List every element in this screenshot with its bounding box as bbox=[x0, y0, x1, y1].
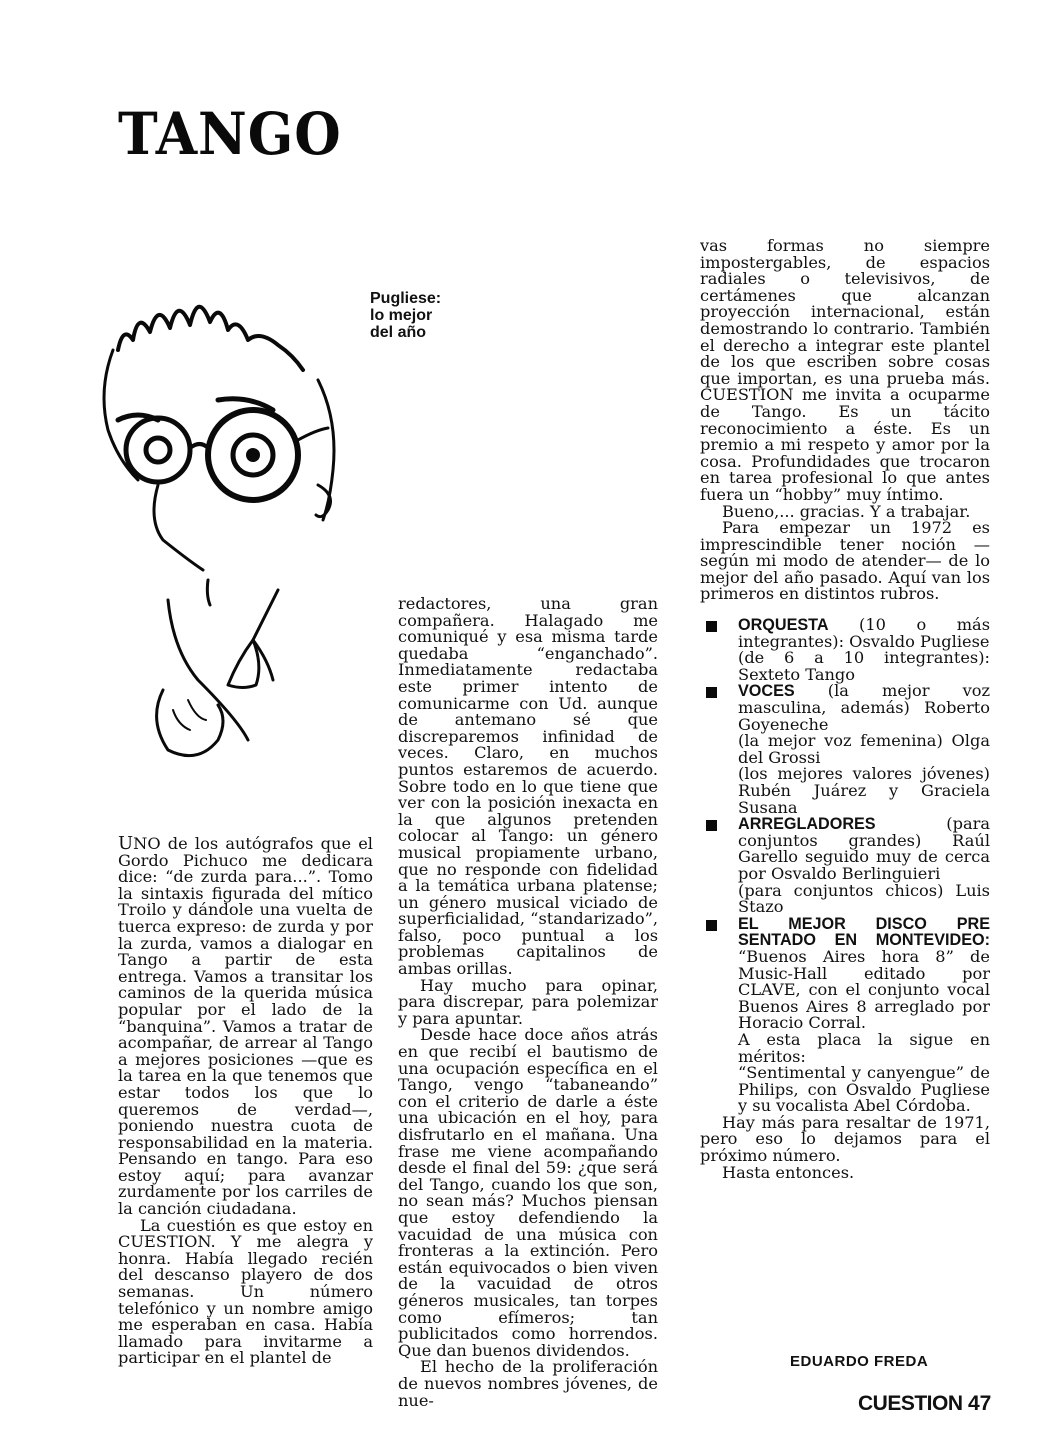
square-bullet-icon bbox=[706, 621, 717, 632]
paragraph: Hay más para resaltar de 1971, pero eso lo dejamos para el próximo número. bbox=[700, 1112, 990, 1166]
rubro-subitem: (de 6 a 10 integrantes): Sexteto Tango bbox=[738, 648, 990, 684]
rubro-text: (10 o más integrantes): Osvaldo Pugliese bbox=[738, 615, 990, 651]
paragraph: vas formas no siempre impostergables, de espacios radiales o televisivos, de certámenes que alcanzan proyección internacional, están demostrando lo contrario. También el derecho a integrar este plantel de los que escriben sobre cosas que importan, es una prueba más. CUESTION me invita a ocuparme de Tango. Es un tácito reconocimiento a éste. Es un premio a mi respeto y amor por la cosa. Profundidades que trocaron en tarea profesional lo que antes fuera un “hobby” muy íntimo. bbox=[700, 236, 990, 504]
article-column-1 bbox=[118, 833, 373, 1368]
paragraph: Desde hace doce años atrás en que recibí el bautismo de una ocupación específica en el Tango, vengo “tabaneando” con el criterio de darle a éste una ubicación en el hoy, para disfrutarlo en el mañana. Una frase me viene acompañando desde el final del 59: ¿que será del Tango, cuando los que son, no sean más? Muchos piensan que estoy defendiendo la vacuidad de una música con fronteras a la extinción. Pero están equivocados o bien viven de la vacuidad de otros géneros musicales, tan torpes como efímeros; tan publicitados como horrendos. Que dan buenos dividendos. bbox=[398, 1025, 658, 1360]
image-caption bbox=[370, 290, 480, 341]
paragraph: Para empezar un 1972 es imprescindible tener noción —según mi modo de atender— de lo mejor del año pasado. Aquí van los primeros en distintos rubros. bbox=[700, 518, 990, 604]
rubro-text: “Buenos Aires hora 8” de Music-Hall editado por CLAVE, con el conjunto vocal Buenos Aires 8 arreglado por Horacio Corral. bbox=[738, 946, 990, 1033]
paragraph: Hasta entonces. bbox=[722, 1162, 855, 1182]
paragraph: Bueno,... gracias. Y a trabajar. bbox=[722, 501, 971, 521]
rubro-subitem: “Sentimental y canyengue” de Philips, con Osvaldo Pugliese y su vocalista Abel Córdoba. bbox=[738, 1063, 990, 1116]
rubro-subitem: (para conjuntos chicos) Luis Stazo bbox=[738, 880, 990, 917]
rubro-mejor-disco bbox=[700, 916, 990, 1115]
square-bullet-icon bbox=[706, 920, 717, 931]
caption-line: del año bbox=[370, 324, 427, 341]
rubro-heading: VOCES bbox=[738, 682, 795, 701]
pugliese-caricature-icon bbox=[78, 270, 378, 790]
caption-line: lo mejor bbox=[370, 307, 433, 324]
article-column-2 bbox=[398, 596, 658, 1409]
rubro-subitem: (los mejores valores jóvenes) Rubén Juárez y Graciela Susana bbox=[738, 764, 990, 817]
rubro-arregladores bbox=[700, 816, 990, 916]
rubro-orquesta bbox=[700, 617, 990, 683]
rubro-text: (la mejor voz masculina, además) Roberto Goyeneche bbox=[738, 681, 990, 734]
caption-line: Pugliese: bbox=[370, 290, 442, 307]
paragraph: La cuestión es que estoy en CUESTION. Y me alegra y honra. Había llegado recién del descanso playero de dos semanas. Un número telefónico y un nombre amigo me esperaban en casa. Había llamado para invitarme a participar en el plantel de bbox=[118, 1215, 373, 1368]
rubro-subitem: (la mejor voz femenina) Olga del Grossi bbox=[738, 731, 990, 767]
paragraph: El hecho de la proliferación de nuevos nombres jóvenes, de nue- bbox=[398, 1357, 658, 1410]
rubro-text: (para conjuntos grandes) Raúl Garello seguido muy de cerca por Osvaldo Berlinguieri bbox=[738, 814, 990, 883]
rubro-voces bbox=[700, 683, 990, 816]
article-column-3 bbox=[700, 238, 990, 1181]
paragraph: redactores, una gran compañera. Halagado me comuniqué y esa misma tarde quedaba “enganchado”. Inmediatamente redactaba este primer intento de comunicarme con Ud. aunque de antemano sé que discreparemos infinidad de veces. Claro, en muchos puntos estaremos de acuerdo. Sobre todo en lo que tiene que ver con la posición inexacta en la que algunos pretenden colocar al Tango: un género musical propiamente urbano, que no responde con fidelidad a la temática urbana platense; un género musical viciado de superficialidad, “standarizado”, falso, poco puntual a los problemas capitalinos de ambas orillas. bbox=[398, 594, 658, 979]
author-signature: EDUARDO FREDA bbox=[790, 1353, 929, 1370]
magazine-name: CUESTION bbox=[858, 1392, 963, 1415]
page-title: TANGO bbox=[118, 100, 342, 168]
rubro-heading: EL MEJOR DISCO PRE SENTADO EN MONTEVIDEO: bbox=[738, 914, 990, 950]
rubro-heading: ORQUESTA bbox=[738, 616, 829, 635]
page-number: 47 bbox=[968, 1392, 992, 1415]
drop-cap: U bbox=[118, 833, 134, 854]
paragraph bbox=[118, 833, 373, 1219]
rubro-heading: ARREGLADORES bbox=[738, 815, 876, 834]
square-bullet-icon bbox=[706, 820, 717, 831]
paragraph: Hay mucho para opinar, para discrepar, para polemizar y para apuntar. bbox=[398, 975, 658, 1028]
rubro-subitem: A esta placa la sigue en méritos: bbox=[738, 1029, 990, 1066]
paragraph-text: NO de los autógrafos que el Gordo Pichuco me dedicara dice: “de zurda para...”. Tomo la sintaxis figurada del mítico Troilo y dándole una vuelta de tuerca expreso: de zurda y por la zurda, vamos a dialogar en Tango a partir de esta entrega. Vamos a transitar los caminos de la querida música popular por el lado de la “banquina”. Vamos a tratar de acompañar, de arrear al Tango a mejores posiciones —que es la tarea en la que tenemos que estar todos los que lo queremos de verdad—, poniendo nuestra cuota de responsabilidad en la materia. Pensando en tango. Para eso estoy aquí; para avanzar zurdamente por los carriles de la canción ciudadana. bbox=[118, 834, 373, 1219]
square-bullet-icon bbox=[706, 687, 717, 698]
